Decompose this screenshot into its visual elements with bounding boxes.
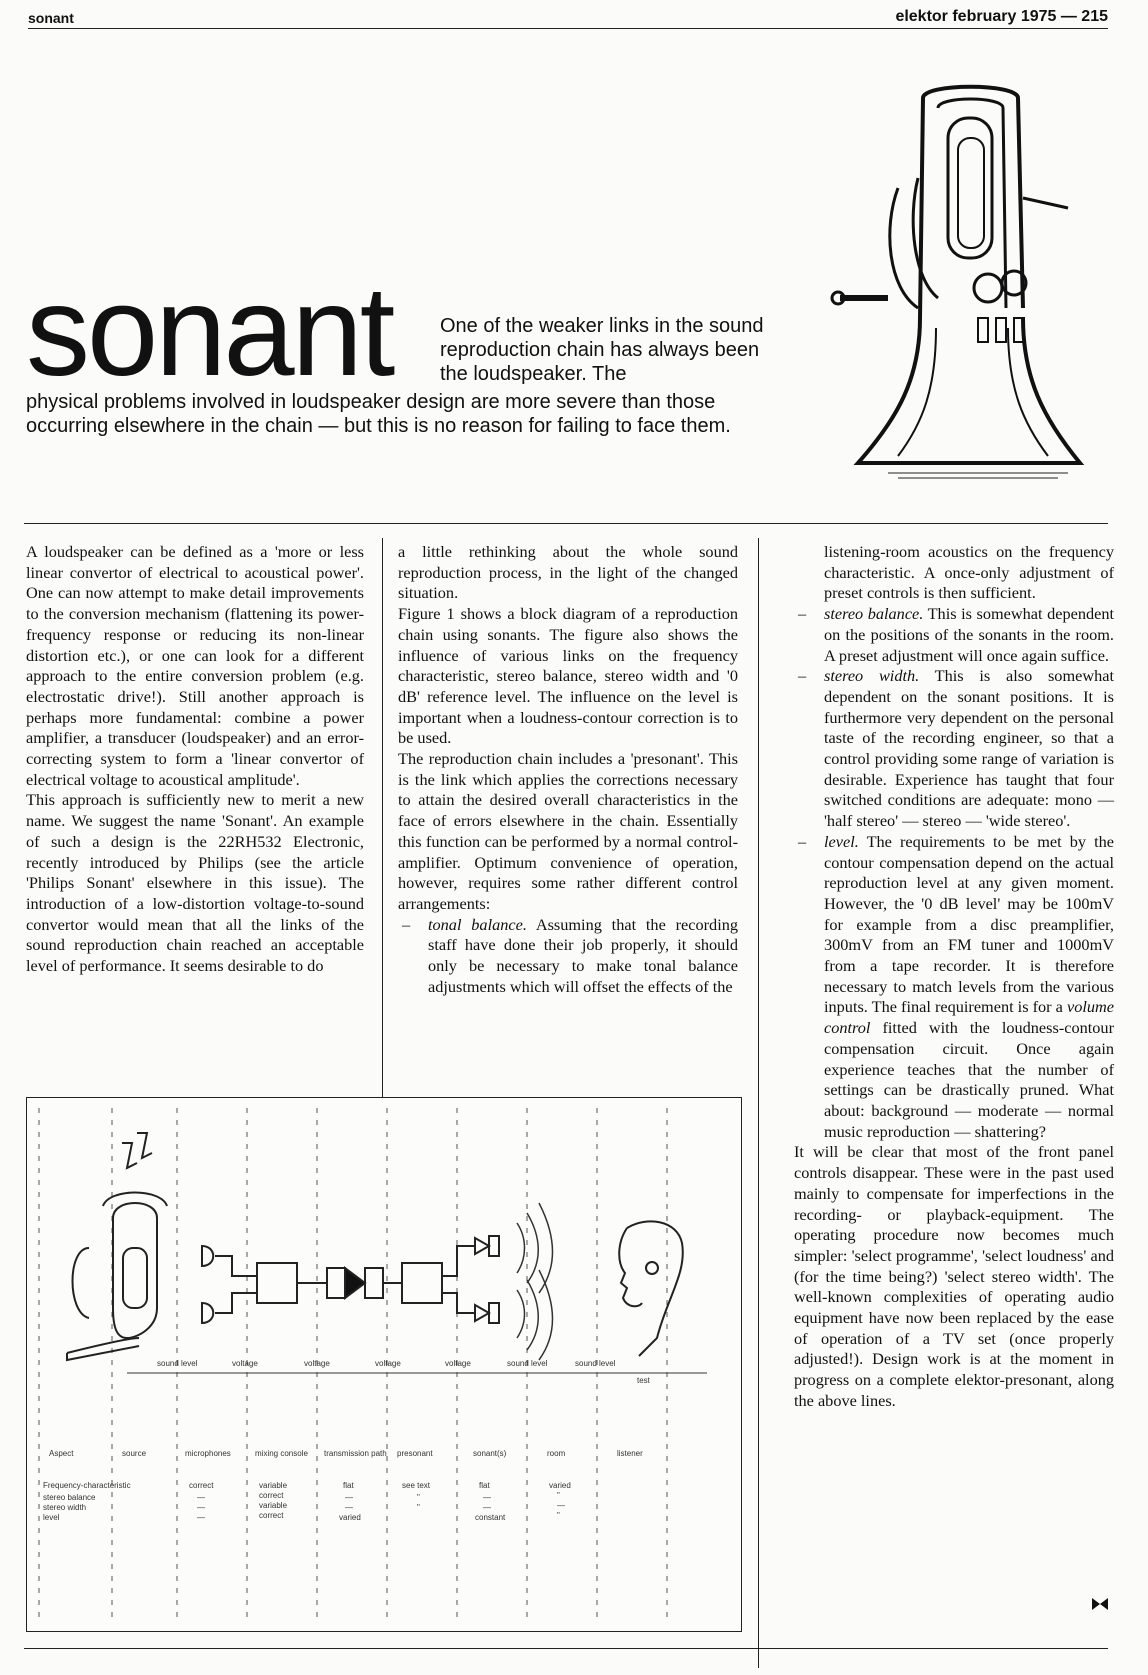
presonant-values bbox=[402, 1481, 431, 1512]
list-text: This is also somewhat dependent on the sonant positions. It is furthermore very dependent on the personal taste of the recording engineer, so that a control providing some range of variation is desirable. Experience has taught that four switched conditions are adequate: mono — 'half stereo' — stereo — 'wide stereo'. bbox=[824, 666, 1114, 831]
list-text: This is somewhat dependent on the positions of the sonants in the room. A preset adjustment will once again suffice. bbox=[824, 604, 1114, 665]
microphones-values bbox=[189, 1481, 214, 1522]
table-cell: " bbox=[557, 1491, 560, 1500]
control-list bbox=[794, 604, 1114, 1142]
microphones-icon bbox=[202, 1246, 257, 1323]
list-term: stereo balance. bbox=[824, 604, 924, 624]
stage-header: transmission path bbox=[324, 1449, 387, 1458]
paragraph: Figure 1 shows a block diagram of a reproduction chain using sonants. The figure also shows the influence of various links on the frequency characteristic, stereo balance, stereo width and '0 dB' reference level. The influence on the level is important when a loudness-contour correction is to be used. bbox=[398, 604, 738, 748]
aspect-label: stereo balance bbox=[43, 1493, 96, 1502]
chain-blocks bbox=[257, 1236, 499, 1323]
mixing-console-values bbox=[259, 1481, 288, 1520]
table-cell: — bbox=[345, 1493, 353, 1502]
stage-header: room bbox=[547, 1449, 566, 1458]
aspect-labels bbox=[43, 1481, 131, 1522]
intro-text-part2: physical problems involved in loudspeaker design are more severe than those occurring elsewhere in the chain — but this is no reason for failing to face them. bbox=[26, 391, 731, 437]
table-cell: correct bbox=[259, 1491, 284, 1500]
table-cell: variable bbox=[259, 1481, 288, 1490]
source-tuba-icon bbox=[67, 1133, 167, 1360]
list-item bbox=[398, 915, 738, 998]
flow-label: sound level bbox=[157, 1359, 198, 1368]
body-column-3 bbox=[794, 542, 1114, 1412]
body-column-2 bbox=[398, 542, 738, 997]
list-term: stereo width. bbox=[824, 666, 920, 686]
section-rule bbox=[24, 523, 1108, 524]
diagram-canvas bbox=[27, 1098, 741, 1631]
stage-header: Aspect bbox=[49, 1449, 74, 1458]
table-cell: — bbox=[197, 1493, 205, 1502]
stage-header: microphones bbox=[185, 1449, 231, 1458]
running-head-right: elektor february 1975 — 215 bbox=[895, 8, 1108, 25]
list-item bbox=[794, 666, 1114, 832]
flow-label: voltage bbox=[304, 1359, 330, 1368]
running-head-left: sonant bbox=[28, 10, 74, 26]
table-cell: constant bbox=[475, 1513, 506, 1522]
paragraph: A loudspeaker can be defined as a 'more or less linear convertor of electrical to acoustical power'. One can now attempt to make detail improvements to the conversion mechanism (flattening its power-frequency response or reducing its non-linear distortion etc.), or one can look for a different approach to the entire conversion problem (e.g. electrostatic drive!). Still another approach is perhaps more fundamental: combine a power amplifier, a transducer (loudspeaker) and an error-correcting system to form a 'linear convertor of electrical voltage to acoustical amplitude'. bbox=[26, 542, 364, 789]
aspect-label: level bbox=[43, 1513, 60, 1522]
column-divider-1 bbox=[382, 538, 383, 1103]
intro-text-part1: One of the weaker links in the sound reproduction chain has always been the loudspeaker. The bbox=[440, 315, 764, 385]
stage-header: sonant(s) bbox=[473, 1449, 507, 1458]
paragraph: listening-room acoustics on the frequency characteristic. A once-only adjustment of preset controls is then sufficient. bbox=[824, 542, 1114, 603]
flow-labels bbox=[157, 1359, 651, 1385]
table-cell: correct bbox=[189, 1481, 214, 1490]
list-term: level. bbox=[824, 831, 859, 851]
table-cell: — bbox=[483, 1493, 491, 1502]
header-rule bbox=[28, 28, 1108, 29]
table-cell: — bbox=[483, 1503, 491, 1512]
table-cell: — bbox=[197, 1513, 205, 1522]
stage-header: source bbox=[122, 1449, 147, 1458]
table-cell: correct bbox=[259, 1511, 284, 1520]
footer-rule bbox=[24, 1648, 1108, 1649]
figure-block-diagram bbox=[26, 1097, 742, 1632]
flow-label: sound level bbox=[507, 1359, 548, 1368]
sound-wave-marks bbox=[517, 1203, 553, 1360]
aspect-label: stereo width bbox=[43, 1503, 87, 1512]
flow-label: voltage bbox=[232, 1359, 258, 1368]
paragraph: The reproduction chain includes a 'presonant'. This is the link which applies the corrections necessary to attain the desired overall characteristics in the face of errors elsewhere in the chain. Essentially this function can be performed by a normal control-amplifier. Optimum convenience of operation, however, requires some rather different control arrangements: bbox=[398, 749, 738, 913]
table-cell: " bbox=[417, 1503, 420, 1512]
table-cell: varied bbox=[339, 1513, 361, 1522]
transmission-path-values bbox=[339, 1481, 361, 1522]
test-label: test bbox=[637, 1376, 650, 1385]
flow-label: sound level bbox=[575, 1359, 616, 1368]
list-item bbox=[794, 832, 1114, 1143]
body-column-1 bbox=[26, 542, 364, 977]
list-term: tonal balance. bbox=[428, 914, 527, 934]
paragraph: This approach is sufficiently new to merit a new name. We suggest the name 'Sonant'. An example of such a design is the 22RH532 Electronic, recently introduced by Philips (see the article 'Philips Sonant' elsewhere in this issue). The introduction of a low-distortion voltage-to-sound convertor would mean that all the links of the sound reproduction chain reached an acceptable level of performance. It seems desirable to do bbox=[26, 790, 364, 976]
table-cell: — bbox=[557, 1501, 565, 1510]
end-of-article-icon bbox=[1090, 1596, 1110, 1612]
paragraph: a little rethinking about the whole sound reproduction process, in the light of the changed situation. bbox=[398, 542, 738, 603]
list-item bbox=[794, 604, 1114, 666]
stage-header: listener bbox=[617, 1449, 643, 1458]
list-term: volume control bbox=[824, 997, 1114, 1038]
stage-header: presonant bbox=[397, 1449, 433, 1458]
table-cell: " bbox=[417, 1493, 420, 1502]
flow-label: voltage bbox=[445, 1359, 471, 1368]
article-title: sonant bbox=[26, 260, 393, 403]
table-cell: varied bbox=[549, 1481, 571, 1490]
table-cell: — bbox=[197, 1503, 205, 1512]
aspect-label: Frequency-characteristic bbox=[43, 1481, 131, 1490]
stage-headers bbox=[49, 1449, 643, 1458]
table-cell: — bbox=[345, 1503, 353, 1512]
list-text: fitted with the loudness-contour compensation circuit. Once again experience teaches that the number of settings can be drastically pruned. What about: background — moderate — normal music reproduction — shattering? bbox=[824, 1018, 1114, 1141]
paragraph: It will be clear that most of the front panel controls disappear. These were in the past used mainly to compensate for imperfections in the recording- or playback-equipment. The operating procedure now becomes much simpler: 'select programme', 'select loudness' and (for the time being?) 'select stereo width'. The well-known complexities of operating audio equipment have now been replaced by the ease of operation of a TV set (once properly adjusted!). Design work is at the moment in progress on a complete elektor-presonant, along the above lines. bbox=[794, 1142, 1114, 1410]
table-cell: flat bbox=[479, 1481, 490, 1490]
list-text: The requirements to be met by the contour compensation depend on the actual reproduction level at any given moment. However, the '0 dB level' may be 100mV for example from a disc preamplifier, 300mV from an FM tuner and 1000mV from a tape recorder. It is therefore necessary to match levels from the various inputs. The final requirement is for a bbox=[824, 831, 1114, 1017]
control-list bbox=[398, 915, 738, 998]
stage-header: mixing console bbox=[255, 1449, 308, 1458]
table-cell: flat bbox=[343, 1481, 354, 1490]
tuba-illustration bbox=[828, 78, 1118, 488]
flow-label: voltage bbox=[375, 1359, 401, 1368]
room-values bbox=[549, 1481, 571, 1520]
column-divider-2 bbox=[758, 538, 759, 1668]
table-cell: variable bbox=[259, 1501, 288, 1510]
listener-head-icon bbox=[619, 1221, 683, 1356]
sonants-values bbox=[475, 1481, 506, 1522]
table-cell: see text bbox=[402, 1481, 431, 1490]
list-text: Assuming that the recording staff have done their job properly, it should only be necessary to make tonal balance adjustments which will offset the effects of the bbox=[428, 914, 739, 996]
table-cell: " bbox=[557, 1511, 560, 1520]
